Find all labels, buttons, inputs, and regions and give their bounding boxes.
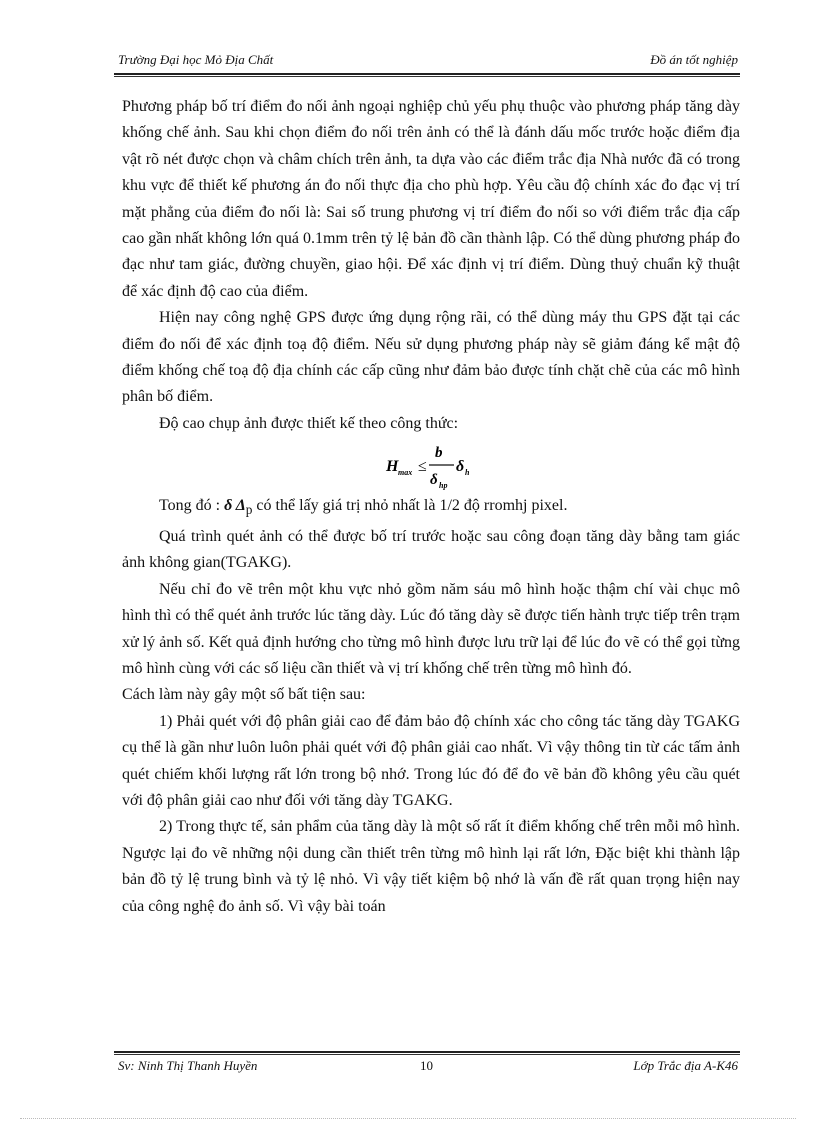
paragraph-2: Hiện nay công nghệ GPS được ứng dụng rộng rãi, có thể dùng máy thu GPS đặt tại các điểm đo nối để xác định toạ độ điểm. Nếu sử dụng phương pháp này sẽ giảm đáng kể mật độ điểm khống chế toạ độ địa chính các cấp cũng như đảm bảo được tính chặt chẽ của các mô hình phân bố điểm.	[122, 309, 740, 406]
page-number: 10	[420, 1058, 433, 1073]
paragraph-5: Quá trình quét ảnh có thể được bố trí trước hoặc sau công đoạn tăng dày bằng tam giác ảnh không gian(TGAKG).	[122, 527, 740, 572]
formula-relation: ≤	[418, 458, 427, 476]
paragraph-1: Phương pháp bố trí điểm đo nối ảnh ngoại nghiệp chủ yếu phụ thuộc vào phương pháp tăng dày khống chế ảnh. Sau khi chọn điểm đo nối trên ảnh có thể là đánh dấu mốc trước hoặc điểm địa vật rõ nét được chọn và châm chích trên ảnh, ta dựa vào các điểm trắc địa Nhà nước đã có trong khu vực để thiết kế phương án đo nối thực địa cho phù hợp. Yêu cầu độ chính xác đo đạc vị trí mặt phẳng của điểm đo nối là: Sai số trung phương vị trí điểm đo nối so với điểm trắc địa cấp cao gần nhất không lớn quá 0.1mm trên tỷ lệ bản đồ cần thành lập. Có thể dùng phương pháp đo đạc như tam giác, đường chuyền, giao hội. Để xác định vị trí điểm. Dùng thuỷ chuẩn kỹ thuật để xác định độ cao của điểm.	[122, 98, 740, 300]
header-rule	[114, 73, 740, 75]
page-header	[118, 50, 738, 72]
header-school: Trường Đại học Mỏ Địa Chất	[118, 52, 274, 67]
formula	[122, 437, 740, 493]
header-doc-type: Đồ án tốt nghiệp	[650, 52, 738, 67]
paragraph-6: Nếu chỉ đo vẽ trên một khu vực nhỏ gồm năm sáu mô hình hoặc thậm chí vài chục mô hình thì có thể quét ảnh trước lúc tăng dày. Lúc đó tăng dày sẽ được tiến hành trực tiếp trên trạm xử lý ảnh số. Kết quả định hướng cho từng mô hình được lưu trữ lại để lúc đo vẽ có thể gọi từng mô hình cùng với các số liệu cần thiết và vị trí khống chế trên từng mô hình đó.	[122, 580, 740, 677]
altitude-formula	[384, 437, 484, 493]
paragraph-4	[122, 493, 740, 524]
p4-suffix: có thể lấy giá trị nhỏ nhất là 1/2 độ rromhj pixel.	[252, 497, 568, 515]
delta-symbol-sub: p	[245, 502, 253, 518]
formula-rhs-sub: h	[465, 468, 470, 478]
formula-rhs: δ	[456, 458, 465, 476]
formula-denominator: δ	[430, 472, 438, 489]
page-bottom-border	[20, 1118, 796, 1119]
paragraph-8: 1) Phải quét với độ phân giải cao để đảm bảo độ chính xác cho công tác tăng dày TGAKG cụ thể là gần như luôn luôn phải quét với độ phân giải cao nhất. Vì vậy thông tin từ các tấm ảnh quét chiếm khối lượng rất lớn trong bộ nhớ. Trong lúc đó để đo vẽ bản đồ không yêu cầu quét với độ phân giải cao như đối với tăng dày TGAKG.	[122, 712, 740, 809]
footer-student: Sv: Ninh Thị Thanh Huyền	[118, 1058, 258, 1073]
paragraph-9: 2) Trong thực tế, sản phẩm của tăng dày là một số rất ít điểm khống chế trên mỗi mô hình. Ngược lại đo vẽ những nội dung cần thiết trên từng mô hình lại rất lớn, Đặc biệt khi thành lập bản đồ tỷ lệ trung bình và tỷ lệ nhỏ. Vì vậy tiết kiệm bộ nhớ là vấn đề rất quan trọng hiện nay của công nghệ đo ảnh số. Vì vậy bài toán	[122, 818, 740, 915]
formula-lhs-sub: max	[398, 468, 413, 478]
formula-lhs: H	[386, 458, 399, 476]
formula-numerator: b	[435, 445, 443, 462]
footer-class: Lớp Trắc địa A-K46	[633, 1058, 738, 1073]
p4-prefix: Tong đó :	[159, 497, 225, 515]
page-footer	[118, 1058, 738, 1078]
footer-rule	[114, 1051, 740, 1053]
paragraph-7: Cách làm này gây một số bất tiện sau:	[122, 686, 366, 704]
delta-symbol: δ Δ	[224, 497, 246, 515]
paragraph-3: Độ cao chụp ảnh được thiết kế theo công thức:	[159, 414, 459, 432]
footer-rule-thin	[114, 1054, 740, 1055]
header-rule-thin	[114, 76, 740, 77]
page-body	[122, 94, 740, 920]
formula-denominator-sub: hp	[439, 481, 448, 491]
